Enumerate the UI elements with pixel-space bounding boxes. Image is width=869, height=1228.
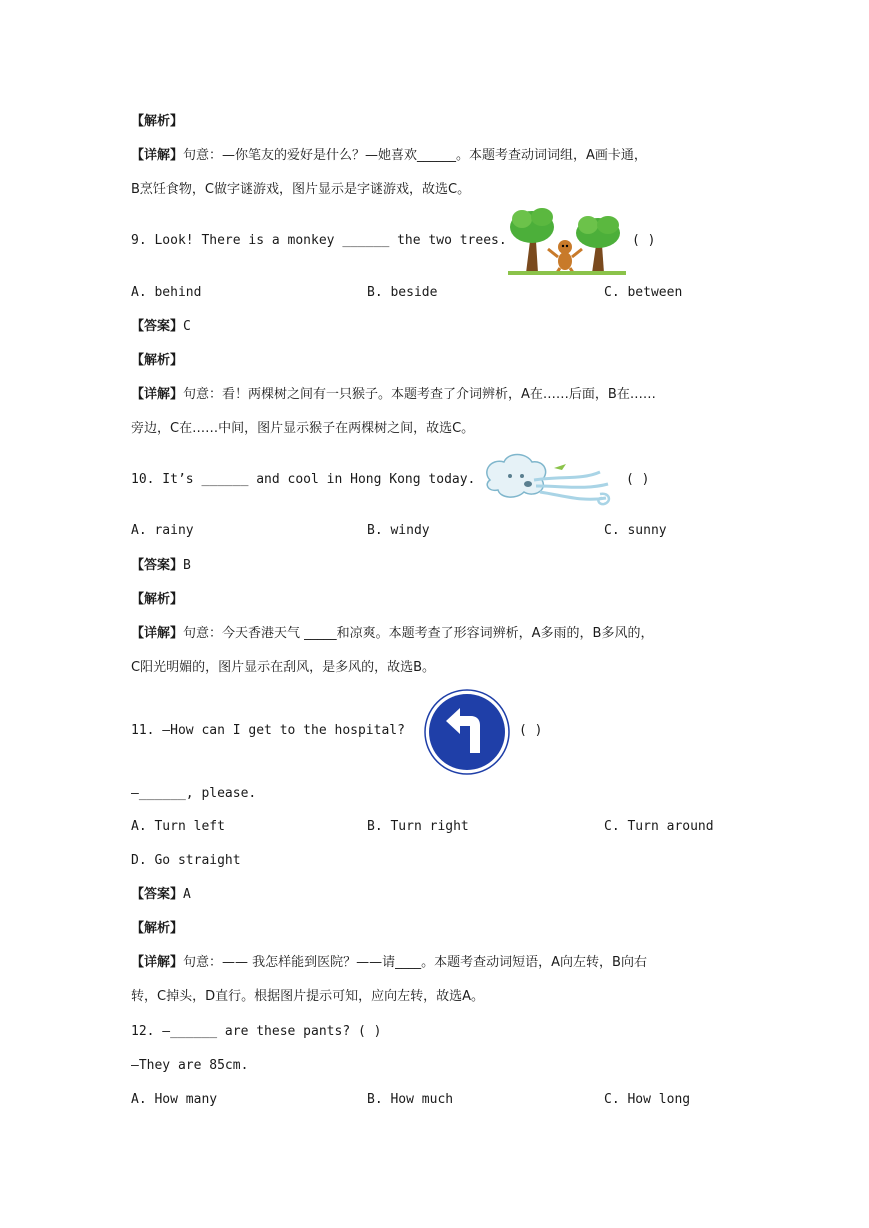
answer-value: B [183,558,191,573]
wind-cloud-icon [482,450,616,510]
detail-text: 句意：—— 我怎样能到医院？——请____。本题考查动词短语，A向左转，B向右 [183,955,647,970]
answer-value: C [183,319,191,334]
question-11-line-2: —______, please. [131,786,257,801]
two-trees-monkey-icon [508,205,626,275]
q11-option-d: D. Go straight [131,853,241,868]
q12-option-c: C. How long [604,1092,691,1107]
q9-detail-1 [131,385,656,405]
question-10: 10. It’s ______ and cool in Hong Kong today. [131,472,476,487]
answer-tag: 【答案】 [131,319,184,334]
q12-option-a: A. How many [131,1092,218,1107]
answer-tag: 【答案】 [131,558,184,573]
detail-line-1 [131,146,647,166]
q11-option-c: C. Turn around [604,819,714,834]
detail-tag: 【详解】 [131,387,184,402]
q9-option-a: A. behind [131,285,202,300]
q11-option-b: B. Turn right [367,819,469,834]
q11-answer [131,885,191,905]
analysis-header: 【解析】 [131,114,184,129]
detail-tag: 【详解】 [131,148,184,163]
q12-option-b: B. How much [367,1092,454,1107]
detail-tag: 【详解】 [131,955,184,970]
q11-detail-1 [131,953,647,973]
turn-left-sign-icon [424,689,510,775]
q9-option-c: C. between [604,285,683,300]
q10-answer [131,556,191,576]
q10-option-a: A. rainy [131,523,194,538]
q9-option-b: B. beside [367,285,438,300]
q10-detail-2: C阳光明媚的，图片显示在刮风，是多风的，故选B。 [131,660,435,675]
q9-answer [131,317,191,337]
q11-detail-2: 转，C掉头，D直行。根据图片提示可知，应向左转，故选A。 [131,989,484,1004]
detail-text: 句意：看！两棵树之间有一只猴子。本题考查了介词辨析，A在……后面，B在…… [183,387,656,402]
q10-option-c: C. sunny [604,523,667,538]
detail-line-2: B烹饪食物，C做字谜游戏，图片显示是字谜游戏，故选C。 [131,182,471,197]
detail-tag: 【详解】 [131,626,184,641]
question-10-paren: ( ) [626,472,650,487]
question-9: 9. Look! There is a monkey ______ the two trees. [131,233,507,248]
q11-option-a: A. Turn left [131,819,225,834]
detail-text: 句意：今天香港天气 _____和凉爽。本题考查了形容词辨析，A多雨的，B多风的， [183,626,654,641]
detail-text: 句意：—你笔友的爱好是什么？—她喜欢______。本题考查动词词组，A画卡通， [183,148,647,163]
q10-detail-1 [131,624,653,644]
q11-analysis-header: 【解析】 [131,921,184,936]
q10-analysis-header: 【解析】 [131,592,184,607]
q9-analysis-header: 【解析】 [131,353,184,368]
question-11-paren: ( ) [519,723,543,738]
question-12-line-2: —They are 85cm. [131,1058,249,1073]
q9-detail-2: 旁边，C在……中间，图片显示猴子在两棵树之间，故选C。 [131,421,475,436]
answer-tag: 【答案】 [131,887,184,902]
question-11: 11. —How can I get to the hospital? [131,723,405,738]
answer-value: A [183,887,191,902]
question-12: 12. —______ are these pants? ( ) [131,1024,382,1039]
q10-option-b: B. windy [367,523,430,538]
question-9-paren: ( ) [632,233,656,248]
